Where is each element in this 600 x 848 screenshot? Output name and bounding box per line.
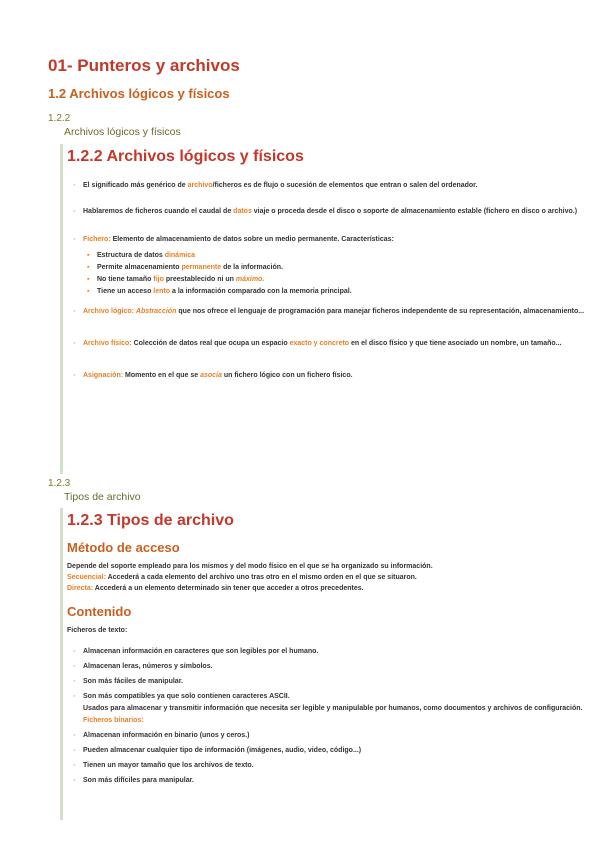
- list-item: ◦ Fichero: Elemento de almacenamiento de datos sobre un medio permanente. Características: ▪ Estructura de datos dinámica ▪ Permite almacenamiento permanente de la información. ▪ No tiene tamaño fijo preestablecido ni un máximo. ▪ Tiene un acceso lento a la información comparado con la memoria principal.: [67, 234, 587, 298]
- list-item: ◦ Son más difíciles para manipular.: [67, 775, 587, 787]
- list-item: ◦ Archivo lógico: Abstracción que nos ofrece el lenguaje de programación para manejar ficheros independente de su representación, almacenamiento...: [67, 306, 587, 318]
- list-item: ▪ Permite almacenamiento permanente de la información.: [83, 262, 587, 274]
- metodo-directa: Directa: Accederá a un elemento determinado sin tener que acceder a otros precedentes.: [67, 585, 364, 592]
- subheading-contenido: Contenido: [67, 604, 132, 619]
- list-item: ▪ Tiene un acceso lento a la información comparado con la memoria principal.: [83, 286, 587, 298]
- list-item: ▪ Estructura de datos dinámica: [83, 250, 587, 262]
- section-block-123: [60, 508, 587, 820]
- section-subtitle-123: Tipos de archivo: [64, 491, 141, 503]
- list-item: ◦ Almacenan leras, números y símbolos.: [67, 661, 587, 673]
- list-item: ◦ El significado más genérico de archivo/ficheros es de flujo o sucesión de elementos que entran o salen del ordenador.: [67, 180, 587, 192]
- subheading-metodo: Método de acceso: [67, 540, 180, 555]
- list-item: ◦ Son más fáciles de manipular.: [67, 676, 587, 688]
- list-item: ◦ Hablaremos de ficheros cuando el caudal de datos viaje o proceda desde el disco o soporte de almacenamiento estable (fichero en disco o archivo.): [67, 206, 587, 218]
- metodo-intro: Depende del soporte empleado para los mismos y del modo físico en el que se ha organizado su información.: [67, 563, 433, 570]
- page-title: 01- Punteros y archivos: [48, 56, 240, 75]
- list-item: ◦ Almacenan información en binario (unos y ceros.): [67, 730, 587, 742]
- section-block-122: [60, 144, 587, 474]
- section-number-122: 1.2.2: [48, 113, 71, 124]
- list-item: ▪ No tiene tamaño fijo preestablecido ni un máximo.: [83, 274, 587, 286]
- section-number-123: 1.2.3: [48, 478, 71, 489]
- metodo-secuencial: Secuencial: Accederá a cada elemento del archivo uno tras otro en el mismo orden en el que se situaron.: [67, 574, 417, 581]
- list-item: ◦ Asignación: Momento en el que se asocia un fichero lógico con un fichero físico.: [67, 370, 587, 382]
- label-ficheros-binarios: Ficheros binarios:: [83, 717, 144, 724]
- heading-123: 1.2.3 Tipos de archivo: [67, 512, 234, 529]
- list-item: ◦ Pueden almacenar cualquier tipo de información (imágenes, audio, video, código...): [67, 745, 587, 757]
- list-122: [67, 180, 587, 382]
- sublist-characteristics: [83, 250, 587, 298]
- label-ficheros-texto: Ficheros de texto:: [67, 627, 128, 634]
- metodo-paragraph: [67, 561, 587, 594]
- section-subtitle-122: Archivos lógicos y físicos: [64, 126, 181, 138]
- section-title: 1.2 Archivos lógicos y físicos: [48, 86, 230, 101]
- list-item: ◦ Son más compatibles ya que solo contienen caracteres ASCII. Usados para almacenar y transmitir información que necesita ser legible y manipulable por humanos, como documentos y archivos de configuración. Ficheros binarios:: [67, 691, 587, 727]
- list-item: ◦ Archivo físico: Colección de datos real que ocupa un espacio exacto y concreto en el disco físico y que tiene asociado un nombre, un tamaño...: [67, 338, 587, 350]
- list-item: ◦ Tienen un mayor tamaño que los archivos de texto.: [67, 760, 587, 772]
- list-contenido: [67, 646, 587, 787]
- list-item: ◦ Almacenan información en caracteres que son legibles por el humano.: [67, 646, 587, 658]
- heading-122: 1.2.2 Archivos lógicos y físicos: [67, 148, 304, 165]
